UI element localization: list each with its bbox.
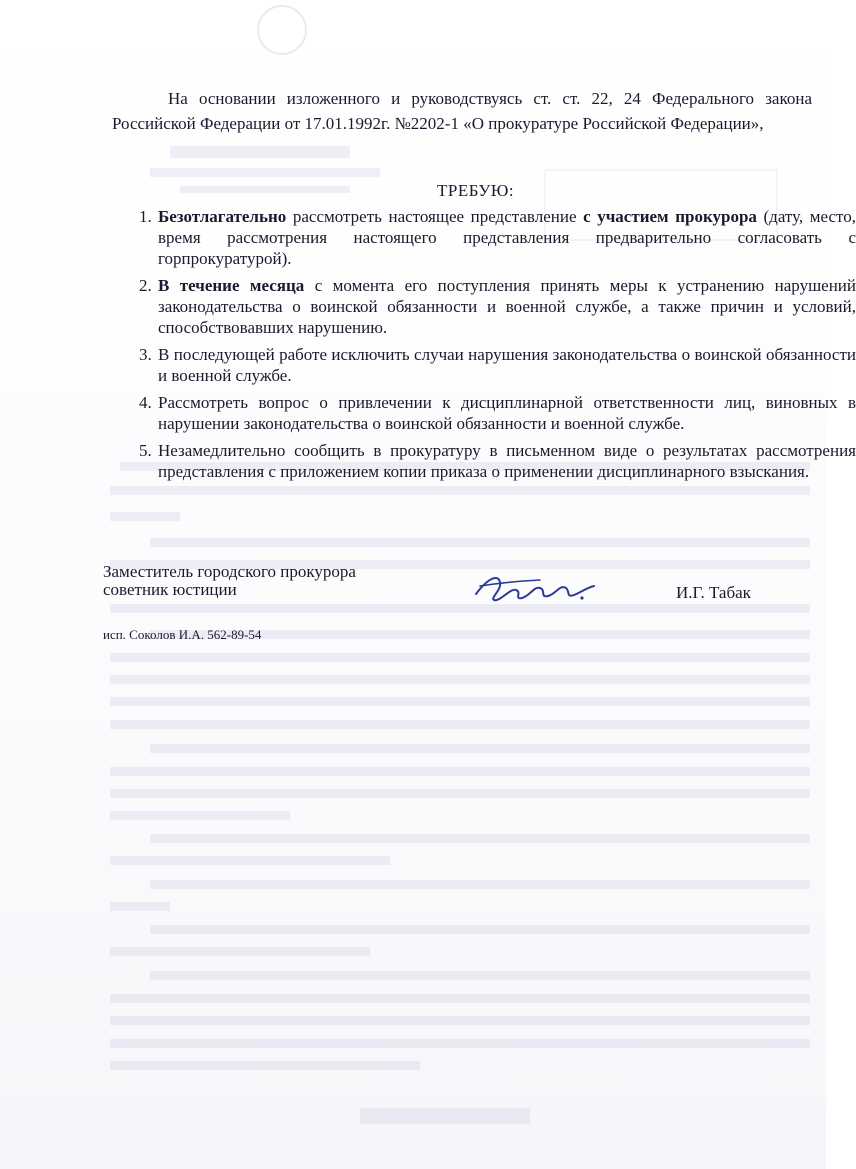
demand-list xyxy=(112,206,856,488)
demand-item-1 xyxy=(156,206,856,269)
demand-item-1-text-2: (дату, место, время рассмотрения настоящего представления предварительно согласовать с горпрокуратурой). xyxy=(158,207,856,268)
demand-item-4 xyxy=(156,392,856,434)
signer-block xyxy=(103,563,356,599)
signer-position: Заместитель городского прокурора xyxy=(103,562,356,581)
signer-name: И.Г. Табак xyxy=(676,583,751,602)
executor-line: исп. Соколов И.А. 562-89-54 xyxy=(103,627,262,642)
demand-item-5 xyxy=(156,440,856,482)
demand-item-2 xyxy=(156,275,856,338)
demand-item-5-text: Незамедлительно сообщить в прокуратуру в письменном виде о результатах рассмотрения представления с приложением копии приказа о применении дисциплинарного взыскания. xyxy=(158,441,856,481)
intro-text: На основании изложенного и руководствуясь ст. ст. 22, 24 Федерального закона Российской Федерации от 17.01.1992г. №2202-1 «О прокуратуре Российской Федерации», xyxy=(112,89,812,133)
demand-item-3-text: В последующей работе исключить случаи нарушения законодательства о воинской обязанности и военной службе. xyxy=(158,345,856,385)
demand-item-1-emphasis: Безотлагательно xyxy=(158,207,287,226)
demand-item-1-emphasis-2: с участием прокурора xyxy=(583,207,757,226)
demand-item-3 xyxy=(156,344,856,386)
demand-item-4-text: Рассмотреть вопрос о привлечении к дисциплинарной ответственности лиц, виновных в нарушении законодательства о воинской обязанности и военной службе. xyxy=(158,393,856,433)
signer-rank: советник юстиции xyxy=(103,580,237,599)
handwritten-signature xyxy=(470,568,600,606)
demand-item-2-text: с момента его поступления принять меры к устранению нарушений законодательства о воинской обязанности и военной службе, а также причин и условий, способствовавших нарушению. xyxy=(158,276,856,337)
demand-title: ТРЕБУЮ: xyxy=(437,181,515,200)
demand-item-2-emphasis: В течение месяца xyxy=(158,276,305,295)
intro-paragraph xyxy=(112,86,812,136)
demand-item-1-text: рассмотреть настоящее представление xyxy=(286,207,584,226)
